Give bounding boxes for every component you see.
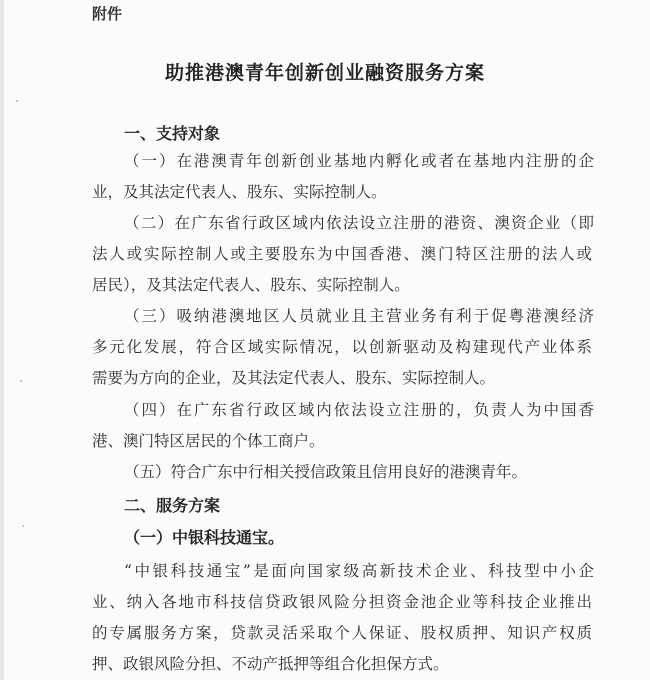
page-left-edge	[0, 0, 4, 680]
item3-line1: （三）吸纳港澳地区人员就业且主营业务有利于促粤港澳经济	[124, 307, 594, 325]
section1-heading: 一、支持对象	[124, 124, 221, 143]
item4-line1: （四）在广东省行政区域内依法设立注册的，负责人为中国香	[124, 401, 594, 419]
paragraph-line3: 的专属服务方案，贷款灵活采取个人保证、股权质押、知识产权质	[92, 624, 592, 642]
scan-speck	[20, 380, 22, 382]
item4-line2: 港、澳门特区居民的个体工商户。	[92, 432, 325, 450]
document-title: 助推港澳青年创新创业融资服务方案	[164, 62, 485, 84]
section2-heading: 二、服务方案	[124, 496, 221, 515]
item2-line2: 法人或实际控制人或主要股东为中国香港、澳门特区注册的法人或	[92, 245, 592, 263]
paragraph-line1: “中银科技通宝”是面向国家级高新技术企业、科技型中小企	[124, 562, 594, 580]
attachment-label: 附件	[92, 5, 123, 23]
item3-line2: 多元化发展，符合区域实际情况，以创新驱动及构建现代产业体系	[92, 338, 592, 356]
section2-subheading: （一）中银科技通宝。	[124, 528, 285, 547]
item2-line3: 居民），及其法定代表人、股东、实际控制人。	[92, 276, 410, 294]
item1-line1: （一）在港澳青年创新创业基地内孵化或者在基地内注册的企	[124, 152, 594, 170]
item3-line3: 需要为方向的企业，及其法定代表人、股东、实际控制人。	[92, 369, 496, 387]
item2-line1: （二）在广东省行政区域内依法设立注册的港资、澳资企业（即	[124, 214, 594, 232]
paragraph-line2: 业、纳入各地市科技信贷政银风险分担资金池企业等科技企业推出	[92, 593, 592, 611]
paragraph-line4: 押、政银风险分担、不动产抵押等组合化担保方式。	[92, 655, 449, 673]
scan-speck	[22, 525, 24, 527]
scan-speck	[16, 100, 18, 102]
item1-line2: 业，及其法定代表人、股东、实际控制人。	[92, 183, 387, 201]
item5-line1: （五）符合广东中行相关授信政策且信用良好的港澳青年。	[124, 463, 528, 481]
